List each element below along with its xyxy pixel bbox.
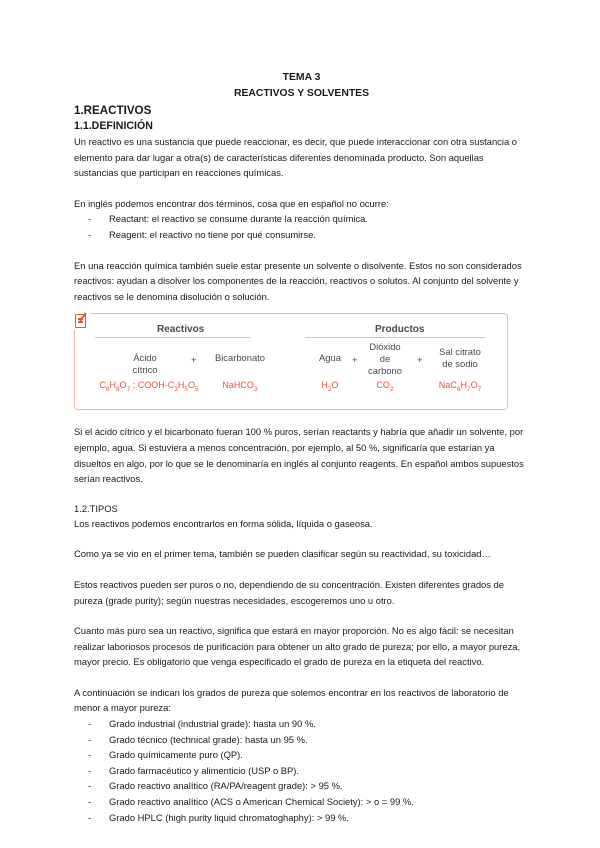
purity-grades-list <box>74 716 529 825</box>
list-item: - Grado farmacéutico y alimenticio (USP o BP). <box>88 763 529 779</box>
plus-sign: + <box>417 354 423 366</box>
purity-grades-paragraph: Estos reactivos pueden ser puros o no, dependiendo de su concentración. Existen diferentes grados de pureza (grade purity); según nuestras necesidades, escogeremos uno u otro. <box>74 578 504 606</box>
reactant-citric-acid-name: Ácido cítrico <box>132 352 158 376</box>
reaction-figure <box>74 313 508 410</box>
english-terms-list <box>74 211 529 242</box>
reactants-divider <box>95 337 250 338</box>
subsection-heading-tipos: 1.2.TIPOS <box>74 502 118 514</box>
english-terms-intro: En inglés podemos encontrar dos términos, cosa que en español no ocurre: <box>74 197 389 209</box>
products-header: Productos <box>375 324 425 336</box>
section-heading-reactivos: 1.REACTIVOS <box>74 104 152 117</box>
co2-formula: $CO_2$ <box>376 380 394 394</box>
list-item: - Grado industrial (industrial grade): hasta un 90 %. <box>88 716 529 732</box>
states-paragraph: Los reactivos podemos encontrarlos en forma sólida, líquida o gaseosa. <box>74 517 373 529</box>
list-item: - Grado químicamente puro (QP). <box>88 747 529 763</box>
grades-intro-paragraph: A continuación se indican los grados de pureza que solemos encontrar en los reactivos de laboratorio de menor a mayor pureza: <box>74 686 509 714</box>
definition-paragraph: Un reactivo es una sustancia que puede reaccionar, es decir, que puede interaccionar con otra sustancia o elemento para dar lugar a otra(s) de características diferentes denominada producto. Son aquellas sustancias que participan en reacciones químicas. <box>74 136 517 179</box>
bicarbonate-formula: NaHCO$_3$ <box>222 380 258 394</box>
list-item: - Grado HPLC (high purity liquid chromatoghaphy): > 99 %. <box>88 810 529 826</box>
citric-acid-formula: $C_6H_8O_7$ ; COOH-$C_3H_5O_5$ <box>99 380 199 394</box>
plus-sign: + <box>191 354 197 366</box>
document-title: REACTIVOS Y SOLVENTES <box>233 87 370 99</box>
reactant-bicarbonate-name: Bicarbonato <box>214 352 266 364</box>
reactants-header: Reactivos <box>157 324 205 336</box>
solvent-paragraph: En una reacción química también suele estar presente un solvente o disolvente. Estos no son considerados reactivos: ayudan a disolver los componentes de la reacción, reactivos o solutos. Al conjunto del solvente y reactivos se le denomina disolución o solución. <box>74 259 522 302</box>
product-water-name: Agua <box>319 352 341 364</box>
list-item: - Reagent: el reactivo no tiene por qué consumirse. <box>88 227 529 243</box>
products-divider <box>305 337 485 338</box>
plus-sign: + <box>352 354 358 366</box>
notepad-pencil-icon <box>72 310 90 330</box>
water-formula: $H_2O$ <box>321 380 339 394</box>
purity-example-paragraph: Si el ácido cítrico y el bicarbonato fueran 100 % puros, serían reactants y habría que añadir un solvente, por ejemplo, agua. Si estuviera a menos concentración, por ejemplo, al 50 %, significaría que estarían ya disueltos en algo, por lo que se le denominaría en inglés al conjunto reagents. En español ambos supuestos serían reactivos. <box>74 426 524 485</box>
product-co2-name: Dióxido de carbono <box>368 341 402 376</box>
list-item: - Reactant: el reactivo se consume durante la reacción química. <box>88 211 529 227</box>
classification-paragraph: Como ya se vio en el primer tema, también se pueden clasificar según su reactividad, su toxicidad… <box>74 548 491 560</box>
purity-cost-paragraph: Cuanto más puro sea un reactivo, significa que estará en mayor proporción. No es algo fácil: se necesitan realizar laboriosos procesos de purificación para obtener un alto grado de pureza; por ello, a mayor pureza, mayor precio. Es obligatorio que venga especificado el grado de pureza en la etiqueta del reactivo. <box>74 625 521 668</box>
list-item: - Grado reactivo analítico (RA/PA/reagent grade): > 95 %. <box>88 778 529 794</box>
document-page <box>74 70 529 825</box>
list-item: - Grado reactivo analítico (ACS o American Chemical Society): > o = 99 %. <box>88 794 529 810</box>
sodium-citrate-formula: $NaC_6H_7O_7$ <box>438 380 482 394</box>
topic-number: TEMA 3 <box>282 72 321 83</box>
subsection-heading-definicion: 1.1.DEFINICIÓN <box>74 120 153 132</box>
list-item: - Grado técnico (technical grade): hasta un 95 %. <box>88 732 529 748</box>
product-sodium-citrate-name: Sal citrato de sodio <box>439 346 481 370</box>
